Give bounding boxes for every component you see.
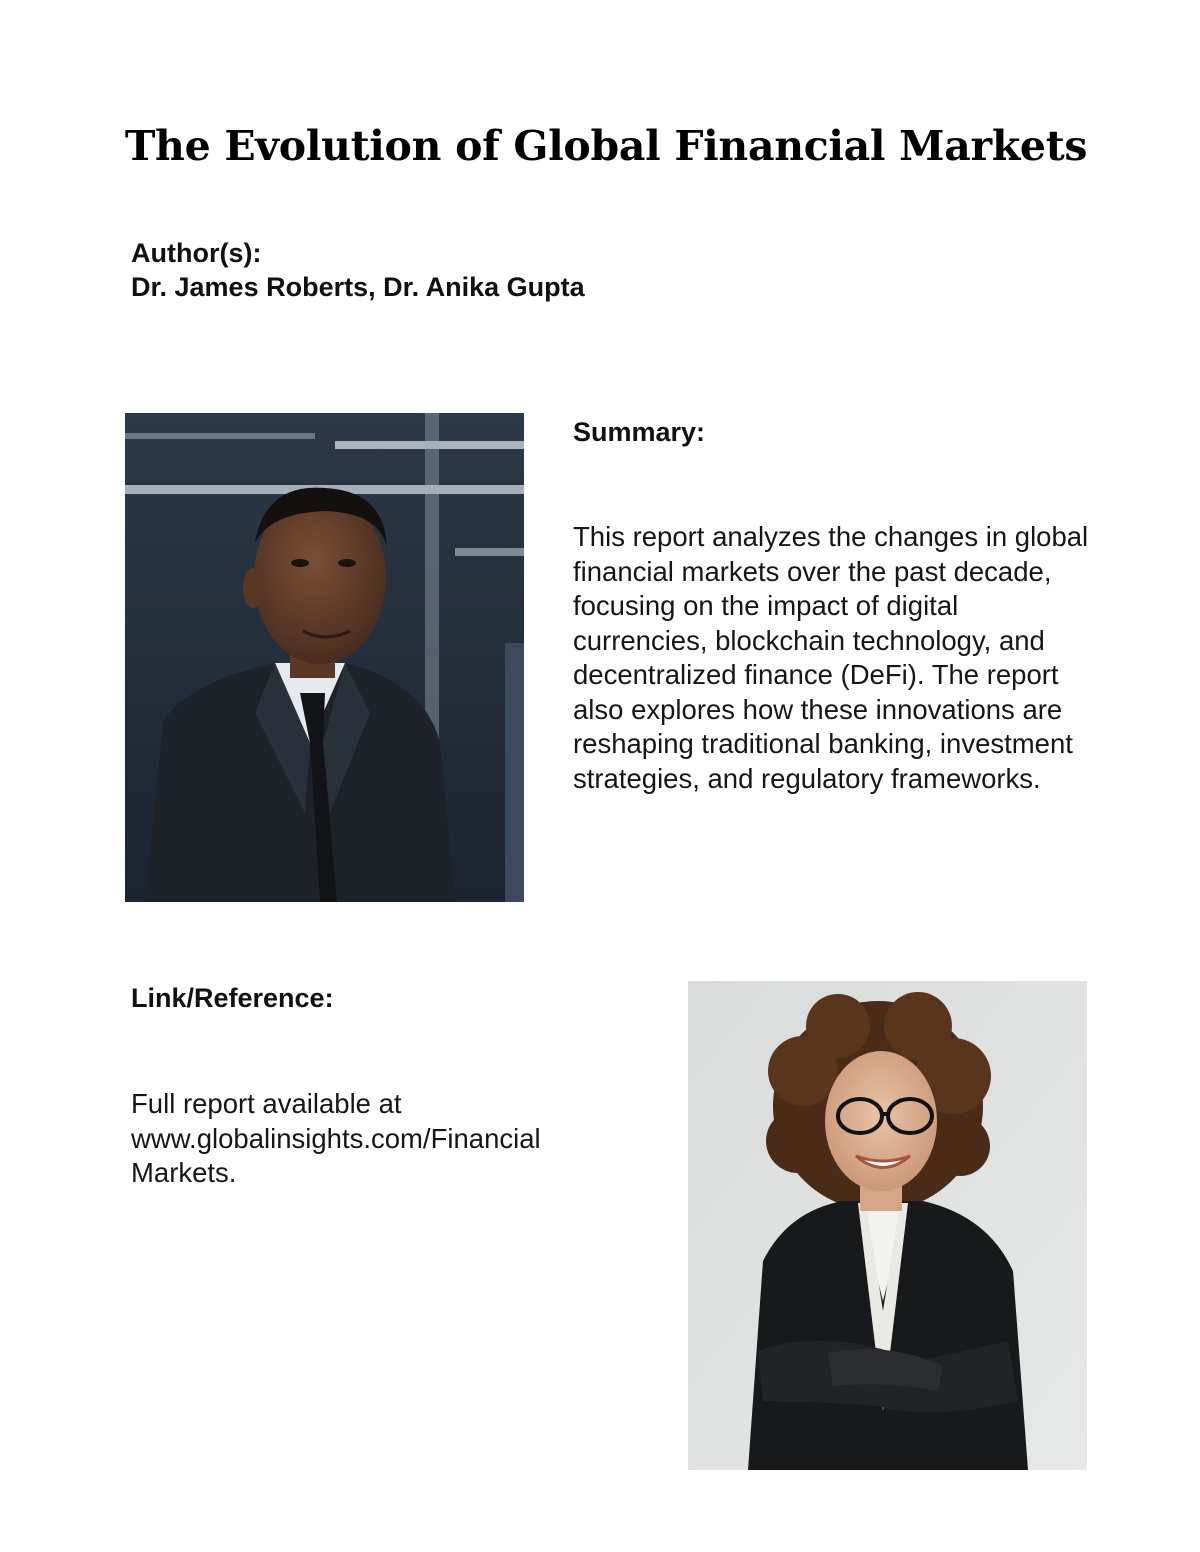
link-reference-text — [131, 1087, 651, 1191]
portrait-woman-photo — [688, 981, 1087, 1470]
summary-label: Summary: — [573, 417, 706, 447]
link-text-line: Markets. — [131, 1157, 237, 1188]
authors-label: Author(s): — [131, 238, 262, 268]
portrait-man-photo — [125, 413, 524, 902]
link-reference-label: Link/Reference: — [131, 983, 334, 1013]
authors-names: Dr. James Roberts, Dr. Anika Gupta — [131, 272, 585, 302]
document-title: The Evolution of Global Financial Markets — [124, 122, 1088, 170]
summary-text: This report analyzes the changes in global financial markets over the past decade, focusing on the impact of digital currencies, blockchain technology, and decentralized finance (DeFi). The report also explores how these innovations are reshaping traditional banking, investment strategies, and regulatory frameworks. — [573, 521, 1089, 794]
link-text-line: Full report available at — [131, 1088, 402, 1119]
link-url-line: www.globalinsights.com/Financial — [131, 1122, 541, 1154]
